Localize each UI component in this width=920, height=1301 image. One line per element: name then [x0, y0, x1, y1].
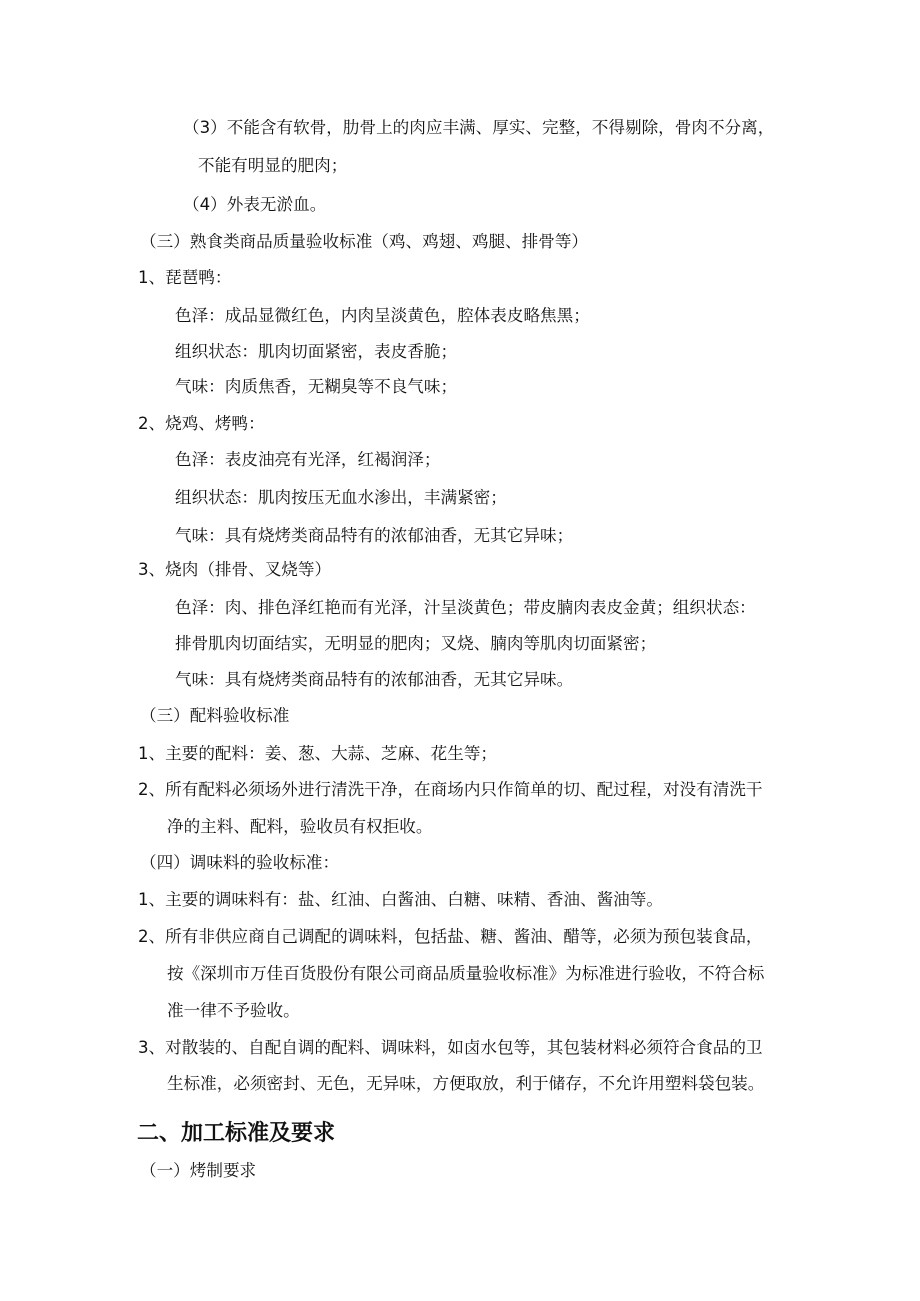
numbered-item: 3、烧肉（排骨、叉烧等） [138, 560, 332, 579]
numbered-item-continuation: 净的主料、配料，验收员有权拒收。 [167, 817, 433, 836]
numbered-item: 2、所有配料必须场外进行清洗干净，在商场内只作简单的切、配过程，对没有清洗干 [138, 780, 763, 799]
list-item-continuation: 不能有明显的肥肉； [198, 156, 348, 175]
numbered-item: 2、烧鸡、烤鸭： [138, 414, 265, 433]
numbered-item-continuation: 生标准，必须密封、无色，无异味，方便取放，利于储存，不允许用塑料袋包装。 [167, 1074, 765, 1093]
numbered-item: 1、主要的调味料有：盐、红油、白酱油、白糖、味精、香油、酱油等。 [138, 890, 663, 909]
list-item: （4）外表无淤血。 [183, 195, 327, 214]
attribute-line: 气味：具有烧烤类商品特有的浓郁油香，无其它异味； [175, 526, 574, 545]
numbered-item: 1、主要的配料：姜、葱、大蒜、芝麻、花生等； [138, 744, 498, 763]
attribute-line: 色泽：成品显微红色，内肉呈淡黄色，腔体表皮略焦黑； [175, 306, 590, 325]
numbered-item-continuation: 按《深圳市万佳百货股份有限公司商品质量验收标准》为标准进行验收，不符合标 [167, 964, 765, 983]
numbered-item: 2、所有非供应商自己调配的调味料，包括盐、糖、酱油、醋等，必须为预包装食品， [138, 927, 763, 946]
section-heading: （三）配料验收标准 [140, 706, 290, 725]
section-heading: （四）调味料的验收标准： [140, 853, 340, 872]
attribute-line: 排骨肌肉切面结实，无明显的肥肉；叉烧、腩肉等肌肉切面紧密； [175, 634, 657, 653]
attribute-line: 组织状态：肌肉切面紧密，表皮香脆； [175, 342, 458, 361]
attribute-line: 气味：具有烧烤类商品特有的浓郁油香，无其它异味。 [175, 670, 574, 689]
section-heading: （一）烤制要求 [140, 1161, 257, 1180]
section-heading: （三）熟食类商品质量验收标准（鸡、鸡翅、鸡腿、排骨等） [140, 232, 589, 251]
attribute-line: 色泽：表皮油亮有光泽，红褐润泽； [175, 450, 441, 469]
attribute-line: 色泽：肉、排色泽红艳而有光泽，汁呈淡黄色；带皮腩肉表皮金黄；组织状态： [175, 598, 756, 617]
chapter-heading: 二、加工标准及要求 [137, 1121, 336, 1146]
attribute-line: 气味：肉质焦香，无糊臭等不良气味； [175, 377, 458, 396]
numbered-item-continuation: 准一律不予验收。 [167, 1001, 300, 1020]
numbered-item: 3、对散装的、自配自调的配料、调味料，如卤水包等，其包装材料必须符合食品的卫 [138, 1038, 763, 1057]
numbered-item: 1、琵琶鸭： [138, 268, 232, 287]
attribute-line: 组织状态：肌肉按压无血水渗出，丰满紧密； [175, 488, 507, 507]
list-item: （3）不能含有软骨，肋骨上的肉应丰满、厚实、完整，不得剔除，骨肉不分离， [183, 118, 775, 137]
